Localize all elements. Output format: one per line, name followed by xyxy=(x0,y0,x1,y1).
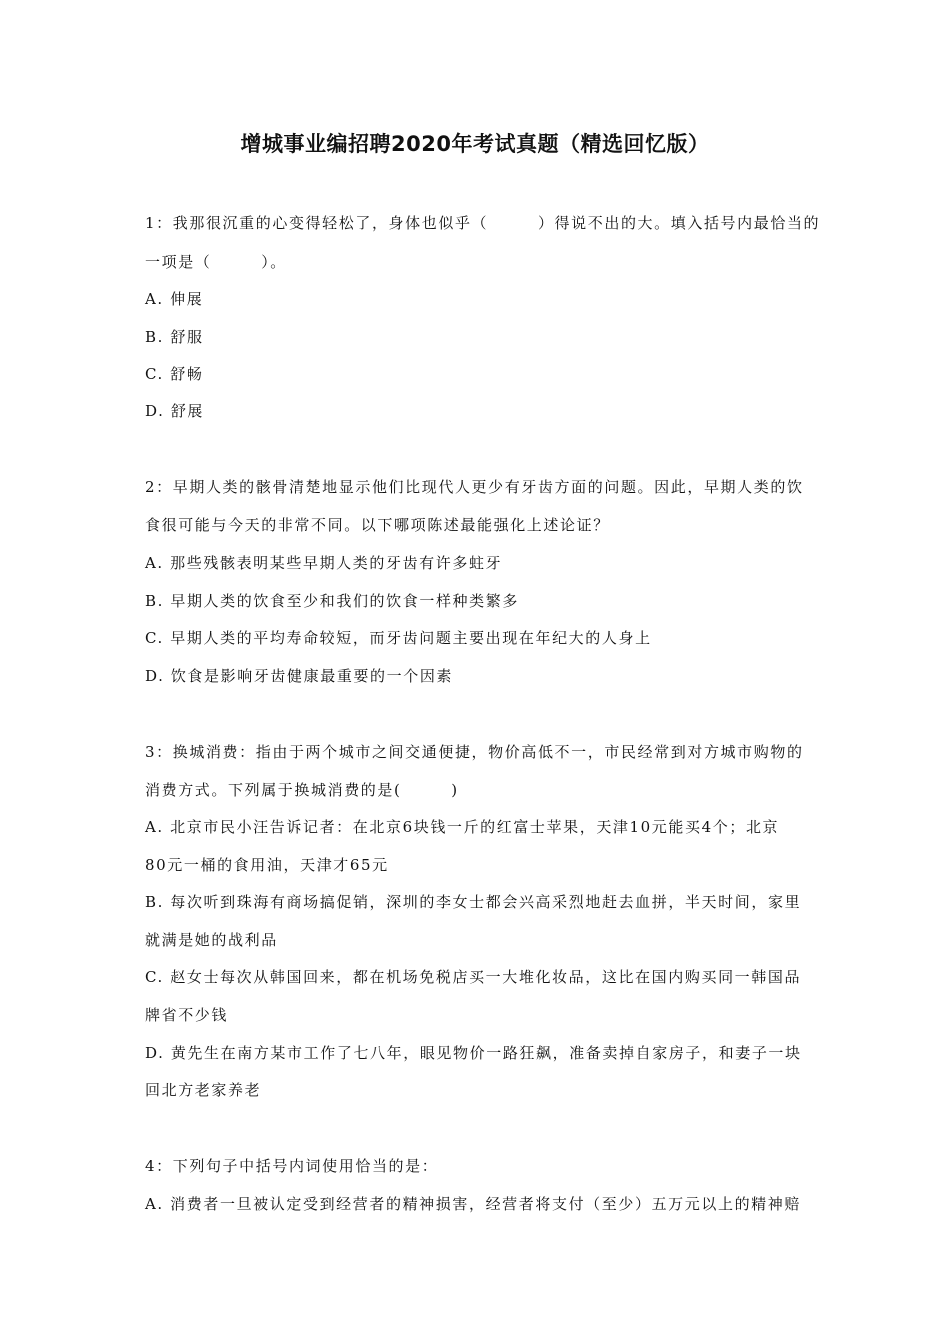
question-2-option-d: D. 饮食是影响牙齿健康最重要的一个因素 xyxy=(145,667,454,685)
question-3-option-a-line-1: A. 北京市民小汪告诉记者：在北京6块钱一斤的红富士苹果，天津10元能买4个；北京 xyxy=(145,818,780,836)
question-1-option-b: B. 舒服 xyxy=(145,328,204,346)
question-1-stem-line-1: 1：我那很沉重的心变得轻松了，身体也似乎（ ）得说不出的大。填入括号内最恰当的 xyxy=(145,214,821,232)
question-3-stem-line-2: 消费方式。下列属于换城消费的是( ) xyxy=(145,781,459,799)
question-3-option-a-line-2: 80元一桶的食用油，天津才65元 xyxy=(145,856,389,874)
question-4-option-a-line-1: A. 消费者一旦被认定受到经营者的精神损害，经营者将支付（至少）五万元以上的精神赔 xyxy=(145,1195,801,1213)
question-2-stem-line-2: 食很可能与今天的非常不同。以下哪项陈述最能强化上述论证？ xyxy=(145,516,610,534)
question-3-option-b-line-2: 就满是她的战利品 xyxy=(145,931,278,949)
question-3-stem-line-1: 3：换城消费：指由于两个城市之间交通便捷，物价高低不一，市民经常到对方城市购物的 xyxy=(145,743,804,761)
question-1-option-d: D. 舒展 xyxy=(145,402,205,420)
question-1-option-c: C. 舒畅 xyxy=(145,365,204,383)
question-2-option-a: A. 那些残骸表明某些早期人类的牙齿有许多蛀牙 xyxy=(145,554,503,572)
question-3-option-d-line-1: D. 黄先生在南方某市工作了七八年，眼见物价一路狂飙，准备卖掉自家房子，和妻子一块 xyxy=(145,1044,802,1062)
question-2-option-b: B. 早期人类的饮食至少和我们的饮食一样种类繁多 xyxy=(145,592,519,610)
question-1-option-a: A. 伸展 xyxy=(145,290,204,308)
question-3-option-d-line-2: 回北方老家养老 xyxy=(145,1081,262,1099)
question-3-option-b-line-1: B. 每次听到珠海有商场搞促销，深圳的李女士都会兴高采烈地赶去血拼，半天时间，家里 xyxy=(145,893,802,911)
question-1-stem-line-2: 一项是（ ）。 xyxy=(145,253,287,271)
question-3-option-c-line-1: C. 赵女士每次从韩国回来，都在机场免税店买一大堆化妆品，这比在国内购买同一韩国品 xyxy=(145,968,802,986)
question-3-option-c-line-2: 牌省不少钱 xyxy=(145,1006,229,1024)
page-title: 增城事业编招聘2020年考试真题（精选回忆版） xyxy=(240,132,710,156)
question-2-option-c: C. 早期人类的平均寿命较短，而牙齿问题主要出现在年纪大的人身上 xyxy=(145,629,652,647)
question-4-stem-line-1: 4：下列句子中括号内词使用恰当的是： xyxy=(145,1157,439,1175)
question-2-stem-line-1: 2：早期人类的骸骨清楚地显示他们比现代人更少有牙齿方面的问题。因此，早期人类的饮 xyxy=(145,478,804,496)
